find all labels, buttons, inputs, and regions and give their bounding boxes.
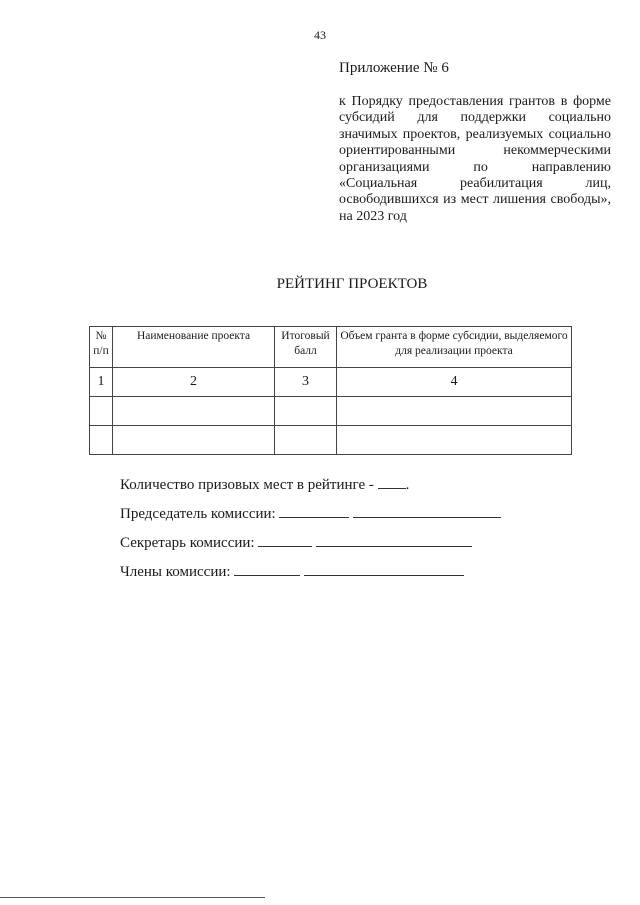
table-cell <box>90 426 113 455</box>
table-cell <box>113 426 275 455</box>
table-cell <box>337 426 572 455</box>
table-cell: 4 <box>337 368 572 397</box>
table-cell: 3 <box>275 368 337 397</box>
members-name-blank <box>304 561 464 576</box>
members-line <box>120 561 464 581</box>
page-number: 43 <box>314 28 326 42</box>
table-column-number-row <box>90 368 572 397</box>
appendix-title: Приложение № 6 <box>339 60 449 76</box>
table-cell <box>275 426 337 455</box>
table-cell <box>90 397 113 426</box>
table-cell <box>337 397 572 426</box>
prize-places-label: Количество призовых мест в рейтинге - <box>120 477 374 493</box>
appendix-text: к Порядку предоставления грантов в форме субсидий для поддержки социально значимых проектов, реализуемых социально ориентированными некоммерческими организациями по направлению «Социальная реабилитация лиц, освободившихся из мест лишения свободы», на 2023 год <box>339 94 611 224</box>
header-number: № п/п <box>90 327 113 368</box>
members-signature-blank <box>234 561 300 576</box>
table-cell <box>113 397 275 426</box>
table-cell <box>275 397 337 426</box>
header-final-score: Итоговый балл <box>275 327 337 368</box>
chairman-name-blank <box>353 503 501 518</box>
chairman-signature-blank <box>279 503 349 518</box>
table-cell: 2 <box>113 368 275 397</box>
secretary-line <box>120 532 472 552</box>
prize-places-line <box>120 474 409 494</box>
prize-places-blank <box>378 474 406 489</box>
members-label: Члены комиссии: <box>120 564 231 580</box>
chairman-label: Председатель комиссии: <box>120 506 276 522</box>
header-grant-amount: Объем гранта в форме субсидии, выделяемого для реализации проекта <box>337 327 572 368</box>
footer-divider <box>0 897 265 898</box>
table-cell: 1 <box>90 368 113 397</box>
project-rating-table <box>89 326 572 455</box>
header-project-name: Наименование проекта <box>113 327 275 368</box>
table-row <box>90 397 572 426</box>
chairman-line <box>120 503 501 523</box>
secretary-name-blank <box>316 532 472 547</box>
table-header-row <box>90 327 572 368</box>
table-row <box>90 426 572 455</box>
secretary-label: Секретарь комиссии: <box>120 535 255 551</box>
secretary-signature-blank <box>258 532 312 547</box>
document-title: РЕЙТИНГ ПРОЕКТОВ <box>276 276 428 292</box>
prize-places-suffix: . <box>405 477 410 493</box>
